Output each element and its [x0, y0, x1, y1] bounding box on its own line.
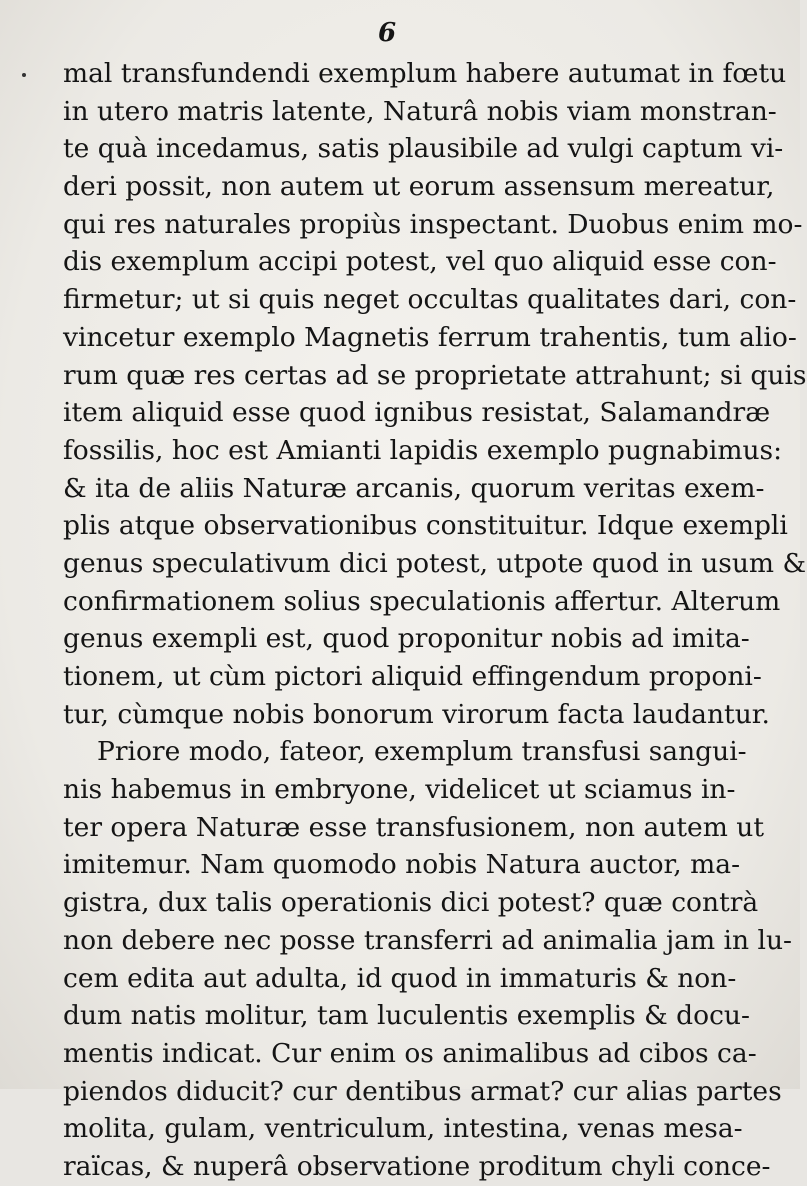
text-line: molita, gulam, ventriculum, intestina, venas mesa- — [63, 1113, 743, 1145]
text-line: vincetur exemplo Magnetis ferrum trahentis, tum alio- — [63, 321, 797, 353]
page-number: 6 — [378, 18, 398, 48]
text-line: deri possit, non autem ut eorum assensum mereatur, — [63, 171, 775, 203]
text-line: mentis indicat. Cur enim os animalibus ad cibos ca- — [63, 1037, 757, 1069]
margin-dot — [22, 73, 26, 77]
text-line: genus exempli est, quod proponitur nobis ad imita- — [63, 623, 750, 655]
text-line: plis atque observationibus constituitur. Idque exempli — [63, 510, 788, 542]
text-line: tionem, ut cùm pictori aliquid effingendum proponi- — [63, 661, 762, 692]
text-line: dum natis molitur, tam luculentis exemplis & docu- — [63, 1000, 750, 1032]
text-line: dis exemplum accipi potest, vel quo aliquid esse con- — [63, 246, 777, 278]
text-line: imitemur. Nam quomodo nobis Natura auctor, ma- — [63, 849, 741, 881]
text-line: cem edita aut adulta, id quod in immaturis & non- — [63, 962, 737, 994]
text-line: firmetur; ut si quis neget occultas qualitates dari, con- — [63, 284, 797, 316]
text-line: mal transfundendi exemplum habere autumat in fœtu — [63, 58, 787, 89]
text-line: non debere nec posse transferri ad animalia jam in lu- — [63, 924, 792, 956]
paragraph-start-line: Priore modo, fateor, exemplum transfusi sangui- — [97, 736, 747, 768]
text-line: rum quæ res certas ad se proprietate attrahunt; si quis — [63, 359, 807, 391]
text-line: tur, cùmque nobis bonorum virorum facta laudantur. — [63, 698, 770, 730]
text-line: qui res naturales propiùs inspectant. Duobus enim mo- — [63, 208, 803, 240]
text-line: gistra, dux talis operationis dici potest? quæ contrà — [63, 887, 759, 919]
text-line: nis habemus in embryone, videlicet ut sciamus in- — [63, 774, 736, 806]
text-line: confirmationem solius speculationis affertur. Alterum — [63, 585, 781, 617]
text-line: raïcas, & nuperâ observatione proditum chyli conce- — [63, 1150, 771, 1182]
text-line: in utero matris latente, Naturâ nobis viam monstran- — [63, 95, 777, 127]
text-line: piendos diducit? cur dentibus armat? cur alias partes — [63, 1075, 782, 1107]
text-line: fossilis, hoc est Amianti lapidis exemplo pugnabimus: — [63, 434, 783, 466]
text-line: ter opera Naturæ esse transfusionem, non autem ut — [63, 811, 764, 843]
text-line: te quà incedamus, satis plausibile ad vulgi captum vi- — [63, 133, 784, 165]
text-line: & ita de aliis Naturæ arcanis, quorum veritas exem- — [63, 472, 765, 504]
text-line: item aliquid esse quod ignibus resistat, Salamandræ — [63, 397, 771, 429]
text-line: genus speculativum dici potest, utpote quod in usum & — [63, 547, 807, 579]
body-text — [63, 55, 807, 1186]
